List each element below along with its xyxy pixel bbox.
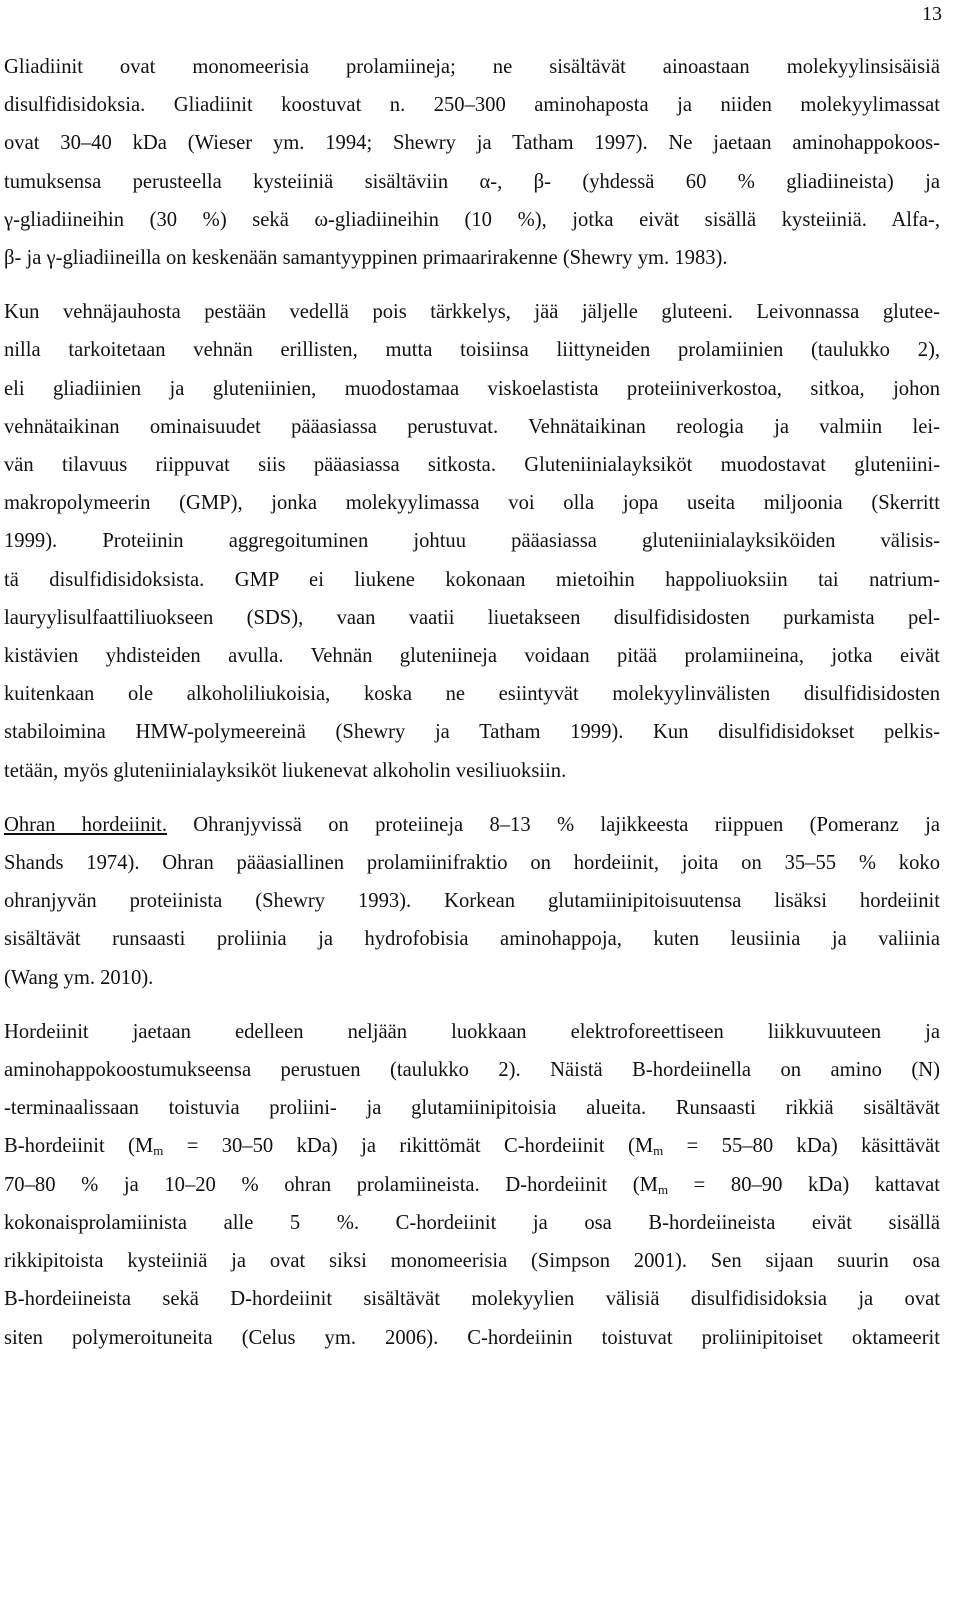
text-line: kistävien yhdisteiden avulla. Vehnän gluteniineja voidaan pitää prolamiineina, jotka eivät bbox=[4, 645, 940, 668]
text-line: disulfidisidoksia. Gliadiinit koostuvat n. 250–300 aminohaposta ja niiden molekyylimassat bbox=[4, 94, 940, 117]
text-line bbox=[4, 1166, 940, 1204]
text-run: = 30–50 kDa) ja rikittömät C-hordeiinit (M bbox=[163, 1135, 654, 1158]
text-line: tetään, myös gluteniinialayksiköt liukenevat alkoholin vesiliuoksiin. bbox=[4, 759, 567, 782]
text-line: lauryylisulfaattiliuokseen (SDS), vaan vaatii liuetakseen disulfidisidosten purkamista pel- bbox=[4, 606, 940, 629]
text-line: (Wang ym. 2010). bbox=[4, 966, 154, 989]
text-run: 70–80 % ja 10–20 % ohran prolamiineista. D-hordeiinit (M bbox=[4, 1173, 658, 1196]
text-line: aminohappokoostumukseensa perustuen (taulukko 2). Näistä B-hordeiinella on amino (N) bbox=[4, 1059, 940, 1082]
text-line: makropolymeerin (GMP), jonka molekyylimassa voi olla jopa useita miljoonia (Skerritt bbox=[4, 492, 940, 515]
text-line: vehnätaikinan ominaisuudet pääasiassa perustuvat. Vehnätaikinan reologia ja valmiin lei- bbox=[4, 415, 940, 438]
subscript: m bbox=[653, 1143, 664, 1159]
paragraph-hordein-classes bbox=[4, 1013, 940, 1357]
paragraph-barley-hordeins bbox=[4, 806, 940, 997]
text-line: -terminaalissaan toistuvia proliini- ja glutamiinipitoisia alueita. Runsaasti rikkiä sisältävät bbox=[4, 1097, 940, 1120]
text-run: Ohranjyvissä on proteiineja 8–13 % lajikkeesta riippuen (Pomeranz ja bbox=[193, 813, 940, 836]
text-line: rikkipitoista kysteiiniä ja ovat siksi monomeerisia (Simpson 2001). Sen sijaan suurin osa bbox=[4, 1250, 940, 1273]
paragraph-gluten bbox=[4, 293, 940, 790]
text-line: ohranjyvän proteiinista (Shewry 1993). Korkean glutamiinipitoisuutensa lisäksi hordeiinit bbox=[4, 890, 940, 913]
section-heading: Ohran hordeiinit. bbox=[4, 813, 167, 836]
text-line: tumuksensa perusteella kysteiiniä sisältäviin α-, β- (yhdessä 60 % gliadiineista) ja bbox=[4, 170, 940, 193]
text-line: β- ja γ-gliadiineilla on keskenään samantyyppinen primaarirakenne (Shewry ym. 1983). bbox=[4, 247, 728, 270]
text-line: Shands 1974). Ohran pääasiallinen prolamiinifraktio on hordeiinit, joita on 35–55 % koko bbox=[4, 852, 940, 875]
text-line: kuitenkaan ole alkoholiliukoisia, koska ne esiintyvät molekyylinvälisten disulfidisidosten bbox=[4, 683, 940, 706]
text-line: siten polymeroituneita (Celus ym. 2006). C-hordeiinin toistuvat proliinipitoiset oktameerit bbox=[4, 1326, 940, 1349]
text-line: kokonaisprolamiinista alle 5 %. C-hordeiinit ja osa B-hordeiineista eivät sisällä bbox=[4, 1211, 940, 1234]
paragraph-gliadins bbox=[4, 48, 940, 277]
text-line: stabiloimina HMW-polymeereinä (Shewry ja Tatham 1999). Kun disulfidisidokset pelkis- bbox=[4, 721, 940, 744]
text-line: Hordeiinit jaetaan edelleen neljään luokkaan elektroforeettiseen liikkuvuuteen ja bbox=[4, 1020, 940, 1043]
text-line: B-hordeiineista sekä D-hordeiinit sisältävät molekyylien välisiä disulfidisidoksia ja ovat bbox=[4, 1288, 940, 1311]
text-line: ovat 30–40 kDa (Wieser ym. 1994; Shewry ja Tatham 1997). Ne jaetaan aminohappokoos- bbox=[4, 132, 940, 155]
text-run: = 80–90 kDa) kattavat bbox=[668, 1173, 940, 1196]
subscript: m bbox=[657, 1181, 669, 1197]
text-line bbox=[4, 806, 940, 844]
body-text bbox=[4, 48, 940, 1373]
page-number: 13 bbox=[922, 3, 942, 25]
text-line: tä disulfidisidoksista. GMP ei liukene kokonaan mietoihin happoliuoksiin tai natrium- bbox=[4, 568, 940, 591]
subscript: m bbox=[153, 1143, 164, 1159]
text-line: nilla tarkoitetaan vehnän erillisten, mutta toisiinsa liittyneiden prolamiinien (taulukko 2), bbox=[4, 339, 940, 362]
text-line: 1999). Proteiinin aggregoituminen johtuu pääasiassa gluteniinialayksiköiden välisis- bbox=[4, 530, 940, 553]
text-line: γ-gliadiineihin (30 %) sekä ω-gliadiineihin (10 %), jotka eivät sisällä kysteiiniä. Alfa-, bbox=[4, 208, 940, 231]
text-line: Gliadiinit ovat monomeerisia prolamiineja; ne sisältävät ainoastaan molekyylinsisäisiä bbox=[4, 56, 940, 78]
text-line: sisältävät runsaasti proliinia ja hydrofobisia aminohappoja, kuten leusiinia ja valiinia bbox=[4, 928, 940, 951]
text-line: eli gliadiinien ja gluteniinien, muodostamaa viskoelastista proteiiniverkostoa, sitkoa, johon bbox=[4, 377, 940, 400]
text-run: B-hordeiinit (M bbox=[4, 1135, 154, 1158]
text-line: Kun vehnäjauhosta pestään vedellä pois tärkkelys, jää jäljelle gluteeni. Leivonnassa glutee- bbox=[4, 301, 940, 324]
text-run: = 55–80 kDa) käsittävät bbox=[663, 1135, 940, 1158]
text-line bbox=[4, 1127, 940, 1165]
text-line: vän tilavuus riippuvat siis pääasiassa sitkosta. Gluteniinialayksiköt muodostavat gluteniini- bbox=[4, 454, 940, 477]
